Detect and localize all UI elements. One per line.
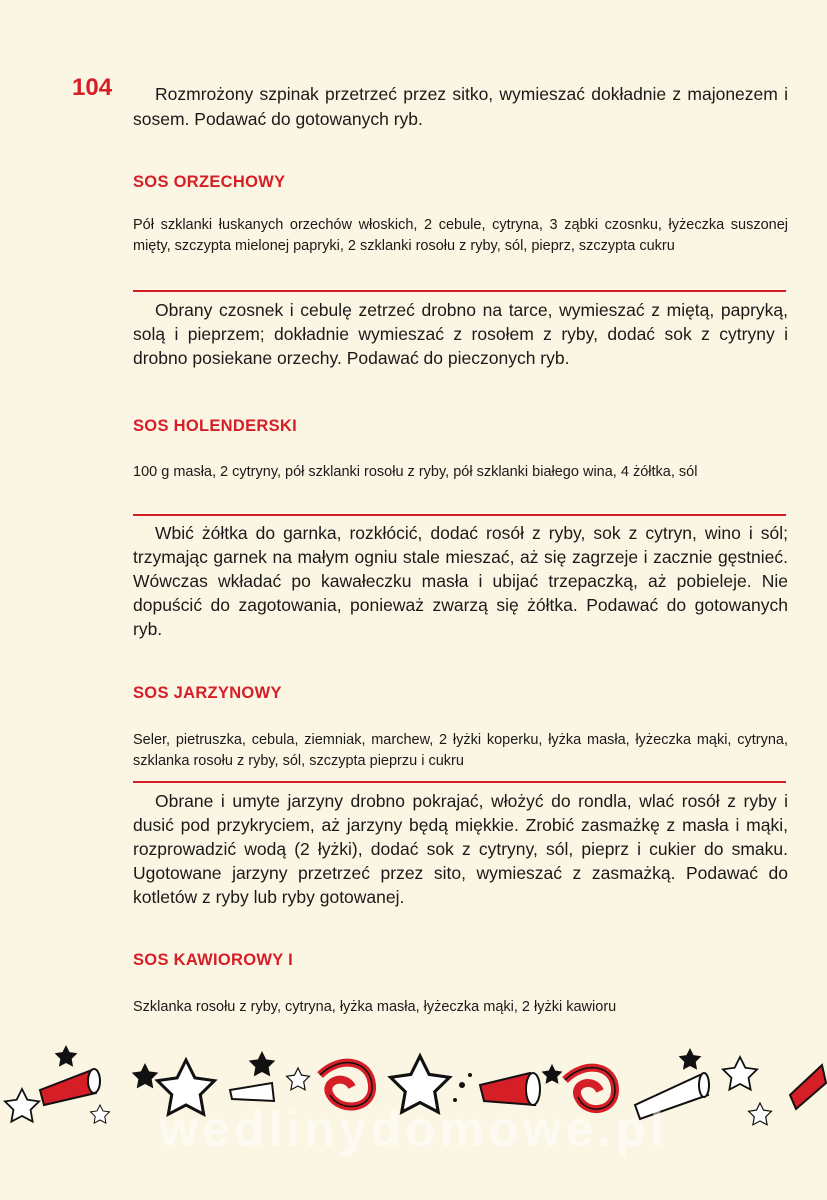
star-icon <box>55 1045 78 1067</box>
recipe-instructions: Obrane i umyte jarzyny drobno pokrajać, włożyć do rondla, wlać rosół z ryby i dusić pod przykryciem, aż jarzyny będą miękkie. Zrobić zasmażkę z masła i mąki, rozprowadzić wodą (2 łyżki), dodać sok z cytryny, sól, pieprz i cukier do smaku. Ugotowane jarzyny przetrzeć przez sito, wymieszać z zasmażką. Podawać do kotletów z ryby lub ryby gotowanej. <box>133 791 788 907</box>
star-icon <box>723 1057 757 1090</box>
star-icon <box>679 1048 702 1070</box>
recipe-instructions: Obrany czosnek i cebulę zetrzeć drobno na tarce, wymieszać z miętą, papryką, solą i pieprzem; dokładnie wymieszać z rosołem z ryby, dodać sok z cytryny i drobno posiekane orzechy. Podawać do pieczonych ryb. <box>133 300 788 368</box>
confetti-icon <box>453 1073 472 1102</box>
intro-paragraph: Rozmrożony szpinak przetrzeć przez sitko, wymieszać dokładnie z majonezem i sosem. Podawać do gotowanych ryb. <box>133 84 788 129</box>
star-icon <box>249 1051 276 1076</box>
recipe-title-sos-holenderski: SOS HOLENDERSKI <box>133 417 298 435</box>
recipe-divider <box>133 290 786 292</box>
party-horn-icon <box>230 1083 274 1101</box>
page-number: 104 <box>72 74 113 101</box>
recipe-divider <box>133 781 786 783</box>
recipe-ingredients: 100 g masła, 2 cytryny, pół szklanki rosołu z ryby, pół szklanki białego wina, 4 żółtka, sól <box>133 464 698 480</box>
recipe-ingredients: Szklanka rosołu z ryby, cytryna, łyżka masła, łyżeczka mąki, 2 łyżki kawioru <box>133 999 617 1015</box>
star-icon <box>287 1068 310 1090</box>
recipe-ingredients: Seler, pietruszka, cebula, ziemniak, marchew, 2 łyżki koperku, łyżka masła, łyżeczka mąki, cytryna, szklanka rosołu z ryby, sól, szczypta pieprzu i cukru <box>133 732 788 769</box>
recipe-instructions: Wbić żółtka do garnka, rozkłócić, dodać rosół z ryby, sok z cytryn, wino i sól; trzymając garnek na małym ogniu stale mieszać, aż się zagrzeje i zacznie gęstnieć. Wówczas wkładać po kawałeczku masła i ubijać trzepaczką, aż pobieleje. Nie dopuścić do zagotowania, ponieważ zwarzą się żółtka. Podawać do gotowanych ryb. <box>133 523 788 639</box>
recipe-title-sos-jarzynowy: SOS JARZYNOWY <box>133 684 282 702</box>
recipe-ingredients: Pół szklanki łuskanych orzechów włoskich, 2 cebule, cytryna, 3 ząbki czosnku, łyżeczka suszonej mięty, szczypta mielonej papryki, 2 szklanki rosołu z ryby, sól, pieprz, szczypta cukru <box>133 217 788 254</box>
star-icon <box>542 1064 563 1084</box>
recipe-title-sos-kawiorowy: SOS KAWIOROWY I <box>133 951 294 969</box>
watermark: wedlinydomowe.pl <box>159 1101 668 1157</box>
star-icon <box>132 1063 159 1088</box>
recipe-divider <box>133 514 786 516</box>
recipe-title-sos-orzechowy: SOS ORZECHOWY <box>133 173 286 191</box>
